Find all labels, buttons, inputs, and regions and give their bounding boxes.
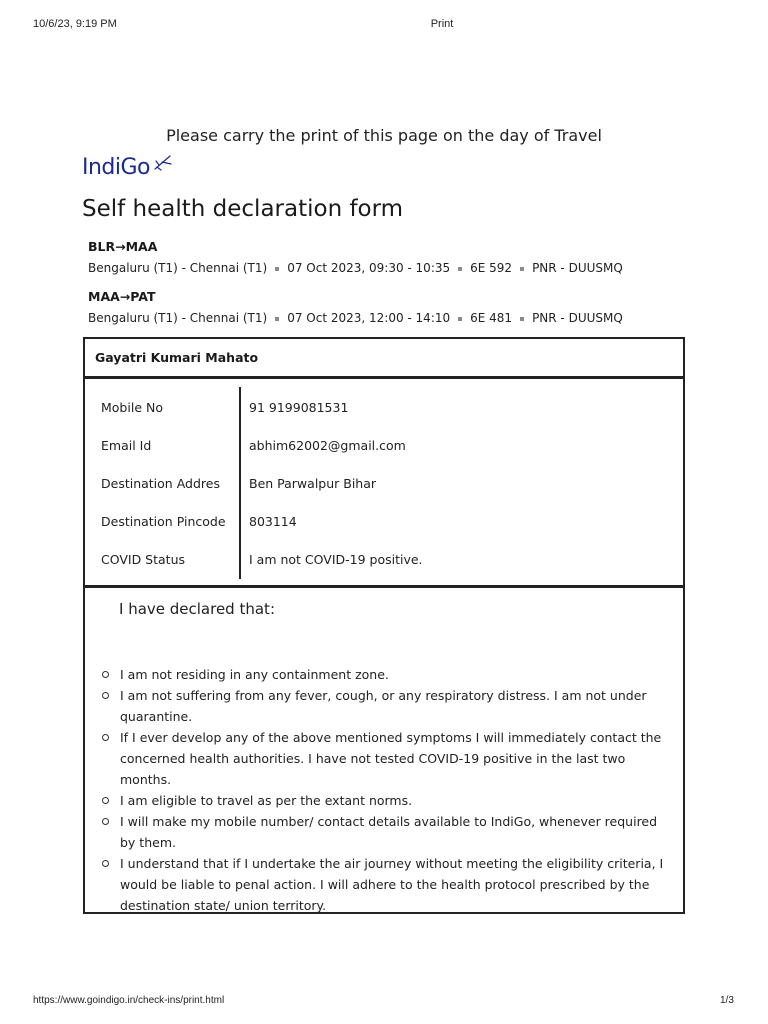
- field-label-address: Destination Addres: [101, 476, 220, 491]
- list-item: I am not suffering from any fever, cough, or any respiratory distress. I am not under quarantine.: [85, 685, 675, 727]
- declaration-list: [85, 664, 675, 916]
- list-item: I am not residing in any containment zone.: [85, 664, 675, 685]
- list-item: I understand that if I undertake the air journey without meeting the eligibility criteria, I would be liable to penal action. I will adhere to the health protocol prescribed by the destination state/ union territory.: [85, 853, 675, 916]
- list-item: I am eligible to travel as per the extant norms.: [85, 790, 675, 811]
- flight-pnr: PNR - DUUSMQ: [532, 311, 623, 325]
- list-item: If I ever develop any of the above mentioned symptoms I will immediately contact the concerned health authorities. I have not tested COVID-19 positive in the last two months.: [85, 727, 675, 790]
- flight-airports: Bengaluru (T1) - Chennai (T1): [88, 261, 268, 275]
- print-page-count: 1/3: [720, 995, 734, 1006]
- flight-number: 6E 481: [470, 311, 513, 325]
- flight-info-1: [88, 261, 623, 275]
- print-datetime: 10/6/23, 9:19 PM: [33, 18, 117, 30]
- separator-dot: [458, 317, 462, 321]
- field-value-pincode: 803114: [249, 514, 297, 529]
- field-value-address: Ben Parwalpur Bihar: [249, 476, 377, 491]
- flight-info-2: [88, 311, 623, 325]
- flight-airports: Bengaluru (T1) - Chennai (T1): [88, 311, 268, 325]
- list-item: I will make my mobile number/ contact details available to IndiGo, whenever required by them.: [85, 811, 675, 853]
- field-value-mobile: 91 9199081531: [249, 400, 349, 415]
- passenger-name: Gayatri Kumari Mahato: [95, 350, 259, 365]
- flight-route-1: BLR→MAA: [88, 239, 158, 254]
- field-label-email: Email Id: [101, 438, 152, 453]
- column-divider: [239, 387, 241, 579]
- logo-text: IndiGo: [82, 155, 151, 180]
- flight-pnr: PNR - DUUSMQ: [532, 261, 623, 275]
- declaration-box: [83, 586, 685, 914]
- form-title: Self health declaration form: [82, 196, 404, 222]
- print-url: https://www.goindigo.in/check-ins/print.html: [33, 995, 225, 1006]
- field-value-covid: I am not COVID-19 positive.: [249, 552, 423, 567]
- separator-dot: [458, 267, 462, 271]
- print-page-title: Print: [430, 18, 454, 30]
- field-value-email: abhim62002@gmail.com: [249, 438, 406, 453]
- flight-route-2: MAA→PAT: [88, 289, 156, 304]
- airplane-icon: [153, 153, 173, 176]
- separator-dot: [520, 317, 524, 321]
- flight-datetime: 07 Oct 2023, 09:30 - 10:35: [287, 261, 451, 275]
- field-label-covid: COVID Status: [101, 552, 186, 567]
- flight-datetime: 07 Oct 2023, 12:00 - 14:10: [287, 311, 451, 325]
- field-label-mobile: Mobile No: [101, 400, 163, 415]
- passenger-name-box: [83, 337, 685, 378]
- separator-dot: [275, 267, 279, 271]
- separator-dot: [275, 317, 279, 321]
- passenger-details-box: [83, 377, 685, 587]
- separator-dot: [520, 267, 524, 271]
- declaration-title: I have declared that:: [119, 600, 275, 618]
- indigo-logo: [82, 153, 173, 180]
- print-notice: Please carry the print of this page on the day of Travel: [166, 126, 602, 145]
- flight-number: 6E 592: [470, 261, 513, 275]
- field-label-pincode: Destination Pincode: [101, 514, 226, 529]
